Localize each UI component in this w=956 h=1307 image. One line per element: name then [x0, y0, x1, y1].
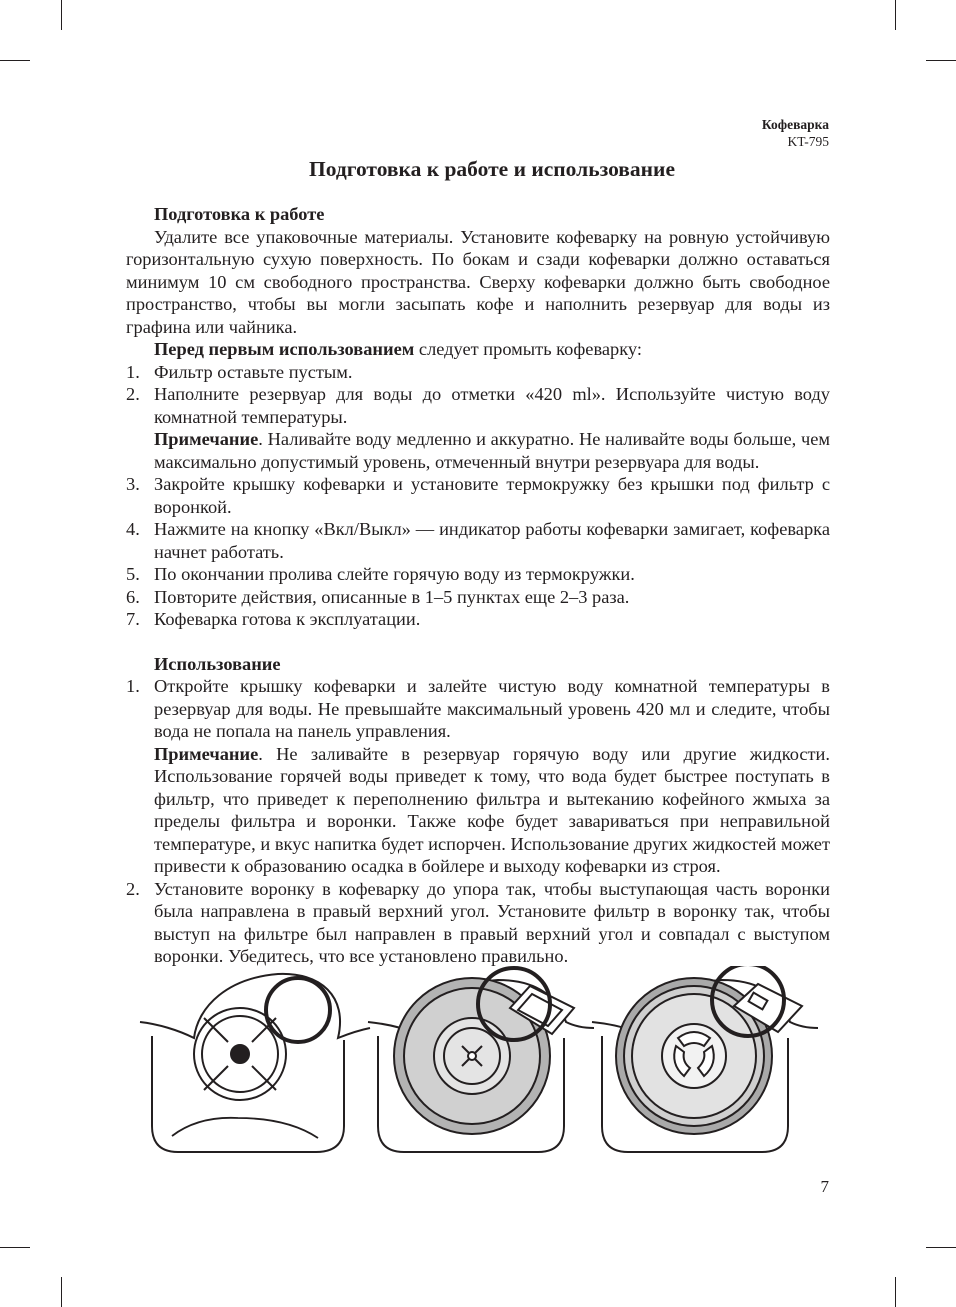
note-label: Примечание [154, 429, 259, 449]
crop-mark [61, 0, 62, 30]
item-number: 6. [126, 586, 140, 607]
spacer [126, 631, 830, 653]
list-item [126, 586, 830, 609]
page-number: 7 [820, 1177, 829, 1196]
item-text: Наполните резервуар для воды до отметки «420 ml». Используйте чистую воду комнатной температуры. [154, 384, 830, 427]
prep-note [126, 428, 830, 473]
list-item [126, 563, 830, 586]
item-number: 3. [126, 474, 140, 494]
item-text: Повторите действия, описанные в 1–5 пунктах еще 2–3 раза. [154, 586, 630, 607]
crop-mark [61, 1277, 62, 1307]
crop-mark [0, 1247, 30, 1248]
header-brand: Кофеварка [761, 117, 829, 132]
funnel-installed-figure [368, 968, 594, 1152]
crop-mark [926, 1247, 956, 1248]
item-text: Кофеварка готова к эксплуатации. [154, 609, 421, 629]
first-use-bold: Перед первым использованием [154, 339, 415, 359]
item-number: 1. [126, 676, 140, 696]
item-number: 1. [126, 361, 140, 382]
prep-intro: Удалите все упаковочные материалы. Установите кофеварку на ровную устойчивую горизонтальную сухую поверхность. По бокам и сзади кофеварки должно оставаться минимум 10 см свободного пространства. Сверху кофеварки должно быть свободное пространство, чтобы вы могли засыпать кофе и наполнить резервуар для воды из графина или чайника. [126, 226, 830, 337]
section-heading-prep: Подготовка к работе [154, 204, 325, 224]
item-text: Откройте крышку кофеварки и залейте чистую воду комнатной температуры в резервуар для воды. Не превышайте максимальный уровень 420 мл и следите, чтобы вода не попала на панель управления. [154, 676, 830, 741]
item-number: 7. [126, 609, 140, 629]
note-label: Примечание [154, 743, 259, 764]
item-number: 4. [126, 519, 140, 539]
list-item [126, 383, 830, 428]
crop-mark [0, 60, 30, 61]
list-item [126, 473, 830, 518]
item-number: 2. [126, 384, 140, 404]
main-content [126, 203, 830, 968]
note-text: . Наливайте воду медленно и аккуратно. Не наливайте воды больше, чем максимально допустимый уровень, отмеченный внутри резервуара для воды. [154, 429, 830, 472]
page-title: Подготовка к работе и использование [309, 157, 675, 181]
header-model: KT-795 [787, 134, 829, 149]
crop-mark [895, 1277, 896, 1307]
list-item [126, 518, 830, 563]
item-number: 5. [126, 564, 140, 584]
item-text: Установите воронку в кофеварку до упора так, чтобы выступающая часть воронки была направлена в правый верхний угол. Установите фильтр в воронку так, чтобы выступ на фильтре был направлен в правый верхний угол и совпадал с выступом воронки. Убедитесь, что все установлено правильно. [154, 878, 830, 966]
usage-note [126, 743, 830, 878]
list-item [126, 361, 830, 384]
list-item [126, 878, 830, 968]
item-number: 2. [126, 878, 140, 899]
item-text: Фильтр оставьте пустым. [154, 361, 353, 382]
filter-installed-figure [592, 966, 818, 1152]
crop-mark [926, 60, 956, 61]
section-heading-usage: Использование [154, 653, 281, 674]
list-item [126, 608, 830, 631]
empty-reservoir-figure [140, 974, 370, 1152]
running-header [762, 116, 829, 150]
list-item [126, 675, 830, 743]
item-text: Закройте крышку кофеварки и установите термокружку без крышки под фильтр с воронкой. [154, 474, 830, 517]
note-text: . Не заливайте в резервуар горячую воду или другие жидкости. Использование горячей воды приведет к тому, что вода будет быстрее поступать в фильтр, что приведет к переполнению фильтра и вытеканию кофейного жмыха за пределы фильтра и воронки. Также кофе будет завариваться при неправильной температуре, и вкус напитка будет испорчен. Использование других жидкостей может привести к образованию осадка в бойлере и выходу кофеварки из строя. [154, 743, 830, 876]
first-use-lead [126, 338, 830, 361]
item-text: По окончании пролива слейте горячую воду из термокружки. [154, 564, 635, 584]
item-text: Нажмите на кнопку «Вкл/Выкл» — индикатор работы кофеварки замигает, кофеварка начнет работать. [154, 519, 830, 562]
funnel-installation-illustration [138, 966, 834, 1166]
first-use-rest: следует промыть кофеварку: [414, 339, 642, 359]
crop-mark [895, 0, 896, 30]
